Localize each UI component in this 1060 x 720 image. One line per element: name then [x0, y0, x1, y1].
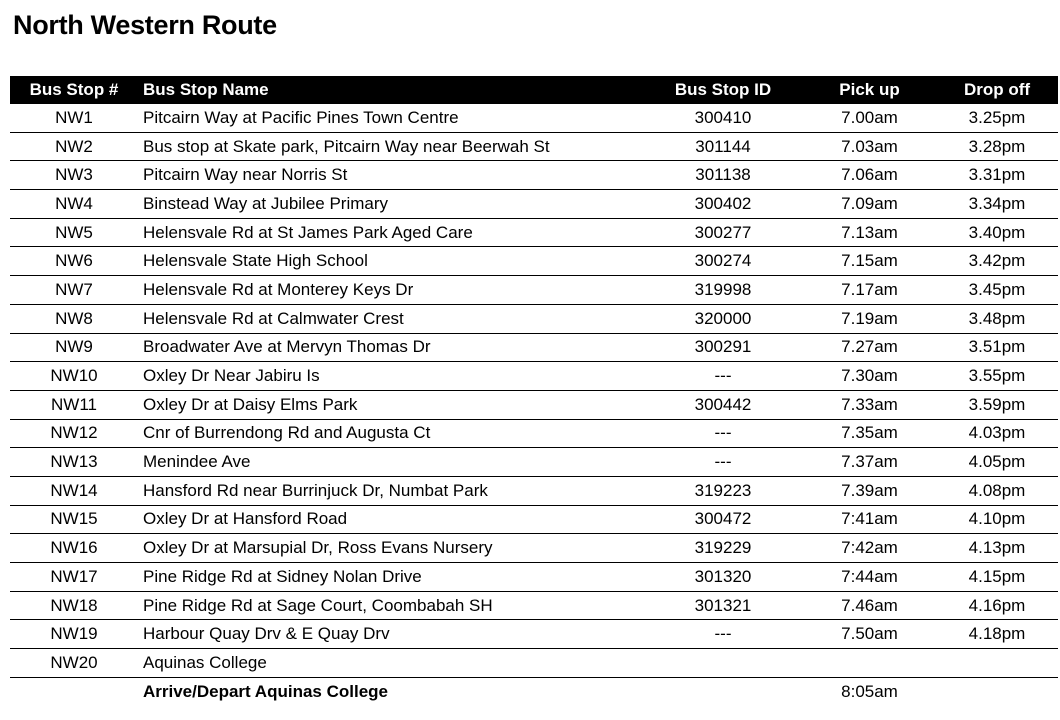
- pickup-time-cell: 7.19am: [803, 304, 936, 333]
- dropoff-time-cell: 3.55pm: [936, 362, 1058, 391]
- arrive-empty-cell: [643, 677, 803, 705]
- stop-number-cell: NW7: [10, 276, 138, 305]
- stop-id-cell: 319223: [643, 476, 803, 505]
- stop-number-cell: NW1: [10, 104, 138, 132]
- stop-number-cell: NW14: [10, 476, 138, 505]
- pickup-time-cell: 7.09am: [803, 190, 936, 219]
- stop-name-cell: Pine Ridge Rd at Sage Court, Coombabah SH: [138, 591, 643, 620]
- table-row: [10, 649, 1058, 678]
- stop-id-cell: 300277: [643, 218, 803, 247]
- stop-number-cell: NW12: [10, 419, 138, 448]
- dropoff-time-cell: 3.31pm: [936, 161, 1058, 190]
- table-row: [10, 161, 1058, 190]
- stop-id-cell: ---: [643, 620, 803, 649]
- arrive-empty-cell: [10, 677, 138, 705]
- table-row: [10, 591, 1058, 620]
- pickup-time-cell: 7.03am: [803, 132, 936, 161]
- dropoff-time-cell: 3.25pm: [936, 104, 1058, 132]
- stop-name-cell: Helensvale State High School: [138, 247, 643, 276]
- stop-number-cell: NW2: [10, 132, 138, 161]
- stop-id-cell: 300274: [643, 247, 803, 276]
- stop-name-cell: Oxley Dr Near Jabiru Is: [138, 362, 643, 391]
- stop-name-cell: Helensvale Rd at Monterey Keys Dr: [138, 276, 643, 305]
- stop-number-cell: NW16: [10, 534, 138, 563]
- stop-number-cell: NW18: [10, 591, 138, 620]
- dropoff-time-cell: 4.15pm: [936, 563, 1058, 592]
- stop-number-cell: NW4: [10, 190, 138, 219]
- arrive-depart-row: [10, 677, 1058, 705]
- pickup-time-cell: 7.46am: [803, 591, 936, 620]
- dropoff-time-cell: 4.08pm: [936, 476, 1058, 505]
- pickup-time-cell: 7.13am: [803, 218, 936, 247]
- stop-id-cell: 301138: [643, 161, 803, 190]
- table-row: [10, 276, 1058, 305]
- pickup-time-cell: 7.37am: [803, 448, 936, 477]
- arrive-depart-time: 8:05am: [841, 681, 898, 701]
- stop-id-cell: ---: [643, 419, 803, 448]
- stop-number-cell: NW6: [10, 247, 138, 276]
- pickup-time-cell: 7.35am: [803, 419, 936, 448]
- pickup-time-cell: 7.33am: [803, 390, 936, 419]
- table-row: [10, 333, 1058, 362]
- stop-number-cell: NW11: [10, 390, 138, 419]
- pickup-time-cell: 7.17am: [803, 276, 936, 305]
- stop-name-cell: Pitcairn Way near Norris St: [138, 161, 643, 190]
- stop-id-cell: ---: [643, 448, 803, 477]
- stop-id-cell: 301144: [643, 132, 803, 161]
- arrive-empty-cell: [936, 677, 1058, 705]
- header-bus-stop-num: Bus Stop #: [10, 76, 138, 104]
- pickup-time-cell: 7.06am: [803, 161, 936, 190]
- pickup-time-cell: [803, 649, 936, 678]
- stop-number-cell: NW19: [10, 620, 138, 649]
- stop-name-cell: Aquinas College: [138, 649, 643, 678]
- table-row: [10, 362, 1058, 391]
- stop-id-cell: 301321: [643, 591, 803, 620]
- stop-name-cell: Bus stop at Skate park, Pitcairn Way near Beerwah St: [138, 132, 643, 161]
- route-table-body: [10, 104, 1058, 677]
- table-row: [10, 218, 1058, 247]
- dropoff-time-cell: 4.18pm: [936, 620, 1058, 649]
- stop-name-cell: Menindee Ave: [138, 448, 643, 477]
- stop-number-cell: NW5: [10, 218, 138, 247]
- dropoff-time-cell: 3.51pm: [936, 333, 1058, 362]
- dropoff-time-cell: 3.59pm: [936, 390, 1058, 419]
- dropoff-time-cell: 3.48pm: [936, 304, 1058, 333]
- header-pick-up: Pick up: [803, 76, 936, 104]
- table-row: [10, 476, 1058, 505]
- stop-name-cell: Binstead Way at Jubilee Primary: [138, 190, 643, 219]
- stop-name-cell: Pitcairn Way at Pacific Pines Town Centre: [138, 104, 643, 132]
- stop-number-cell: NW8: [10, 304, 138, 333]
- pickup-time-cell: 7.50am: [803, 620, 936, 649]
- table-row: [10, 132, 1058, 161]
- table-row: [10, 620, 1058, 649]
- table-row: [10, 104, 1058, 132]
- header-bus-stop-id: Bus Stop ID: [643, 76, 803, 104]
- stop-name-cell: Pine Ridge Rd at Sidney Nolan Drive: [138, 563, 643, 592]
- stop-id-cell: 319998: [643, 276, 803, 305]
- table-row: [10, 419, 1058, 448]
- dropoff-time-cell: 4.03pm: [936, 419, 1058, 448]
- stop-name-cell: Helensvale Rd at Calmwater Crest: [138, 304, 643, 333]
- dropoff-time-cell: 3.42pm: [936, 247, 1058, 276]
- stop-name-cell: Helensvale Rd at St James Park Aged Care: [138, 218, 643, 247]
- dropoff-time-cell: 4.13pm: [936, 534, 1058, 563]
- table-row: [10, 247, 1058, 276]
- table-header-row: [10, 76, 1058, 104]
- dropoff-time-cell: 4.10pm: [936, 505, 1058, 534]
- stop-id-cell: 301320: [643, 563, 803, 592]
- pickup-time-cell: 7.39am: [803, 476, 936, 505]
- table-row: [10, 448, 1058, 477]
- pickup-time-cell: 7:44am: [803, 563, 936, 592]
- stop-id-cell: 300410: [643, 104, 803, 132]
- pickup-time-cell: 7.30am: [803, 362, 936, 391]
- stop-id-cell: 319229: [643, 534, 803, 563]
- pickup-time-cell: 7.00am: [803, 104, 936, 132]
- stop-number-cell: NW20: [10, 649, 138, 678]
- stop-id-cell: 320000: [643, 304, 803, 333]
- table-row: [10, 534, 1058, 563]
- dropoff-time-cell: 3.45pm: [936, 276, 1058, 305]
- dropoff-time-cell: 4.16pm: [936, 591, 1058, 620]
- stop-name-cell: Oxley Dr at Hansford Road: [138, 505, 643, 534]
- stop-number-cell: NW15: [10, 505, 138, 534]
- dropoff-time-cell: 4.05pm: [936, 448, 1058, 477]
- header-drop-off: Drop off: [936, 76, 1058, 104]
- stop-name-cell: Oxley Dr at Daisy Elms Park: [138, 390, 643, 419]
- pickup-time-cell: 7:42am: [803, 534, 936, 563]
- page-title: North Western Route: [13, 10, 277, 40]
- table-row: [10, 304, 1058, 333]
- stop-number-cell: NW3: [10, 161, 138, 190]
- stop-name-cell: Hansford Rd near Burrinjuck Dr, Numbat Park: [138, 476, 643, 505]
- stop-id-cell: 300442: [643, 390, 803, 419]
- pickup-time-cell: 7.15am: [803, 247, 936, 276]
- dropoff-time-cell: 3.34pm: [936, 190, 1058, 219]
- stop-id-cell: 300402: [643, 190, 803, 219]
- stop-id-cell: ---: [643, 362, 803, 391]
- stop-id-cell: 300291: [643, 333, 803, 362]
- route-timetable: [10, 76, 1058, 705]
- stop-number-cell: NW9: [10, 333, 138, 362]
- dropoff-time-cell: [936, 649, 1058, 678]
- stop-number-cell: NW10: [10, 362, 138, 391]
- stop-id-cell: 300472: [643, 505, 803, 534]
- dropoff-time-cell: 3.28pm: [936, 132, 1058, 161]
- stop-name-cell: Oxley Dr at Marsupial Dr, Ross Evans Nursery: [138, 534, 643, 563]
- table-row: [10, 390, 1058, 419]
- stop-name-cell: Harbour Quay Drv & E Quay Drv: [138, 620, 643, 649]
- pickup-time-cell: 7.27am: [803, 333, 936, 362]
- header-bus-stop-name: Bus Stop Name: [138, 76, 643, 104]
- stop-number-cell: NW13: [10, 448, 138, 477]
- pickup-time-cell: 7:41am: [803, 505, 936, 534]
- table-row: [10, 190, 1058, 219]
- arrive-depart-label: Arrive/Depart Aquinas College: [143, 681, 388, 701]
- dropoff-time-cell: 3.40pm: [936, 218, 1058, 247]
- stop-name-cell: Cnr of Burrendong Rd and Augusta Ct: [138, 419, 643, 448]
- table-row: [10, 563, 1058, 592]
- stop-id-cell: [643, 649, 803, 678]
- stop-number-cell: NW17: [10, 563, 138, 592]
- stop-name-cell: Broadwater Ave at Mervyn Thomas Dr: [138, 333, 643, 362]
- table-row: [10, 505, 1058, 534]
